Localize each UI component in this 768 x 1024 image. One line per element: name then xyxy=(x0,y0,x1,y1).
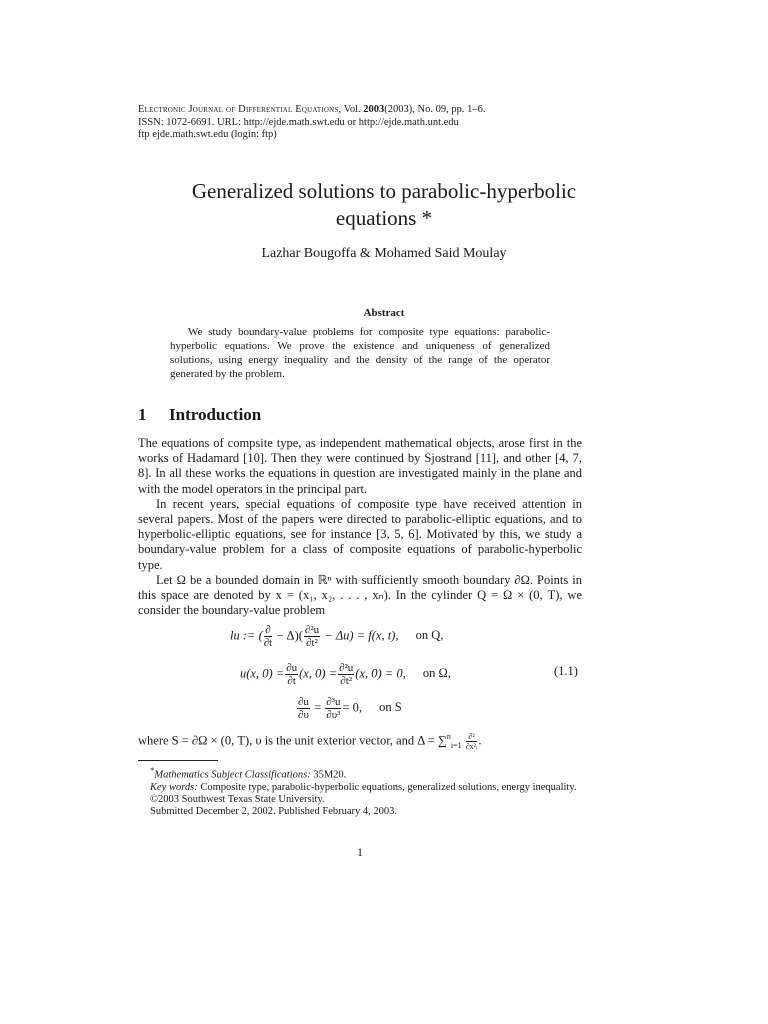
paragraph: In recent years, special equations of composite type have received attention in several papers. Most of the papers were directed to parabolic-elliptic equations, and to hyperbolic-elliptic equations, see for instance [3, 5, 6]. Motivated by this, we study a boundary-value problem for a class of composite equations of parabolic-hyperbolic type. xyxy=(138,496,582,572)
journal-line-2: ISSN: 1072-6691. URL: http://ejde.math.swt.edu or http://ejde.math.unt.edu xyxy=(138,116,459,128)
paragraph: Let Ω be a bounded domain in ℝⁿ with sufficiently smooth boundary ∂Ω. Points in this space are denoted by x = (x₁, x₂, . . . , xₙ). In the cylinder Q = Ω × (0, T), we consider the boundary-value problem xyxy=(138,572,582,618)
footnote-keywords: Key words: Composite type, parabolic-hyperbolic equations, generalized solutions, energy inequality. xyxy=(150,781,577,793)
equation-line-3: $\frac{\partial u}{\partial\upsilon}$ = $\frac{\text{∂³u}}{\text{∂υ³}}$ = 0, on S xyxy=(298,696,402,721)
body-text xyxy=(138,436,582,618)
equation-number: (1.1) xyxy=(554,664,578,678)
abstract-text: We study boundary-value problems for composite type equations: parabolic-hyperbolic equations. We prove the existence and uniqueness of generalized solutions, using energy inequality and the density of the range of the operator generated by the problem. xyxy=(170,326,550,380)
abstract-heading: Abstract xyxy=(363,307,405,319)
section-number: 1 xyxy=(138,405,147,424)
footnote-submitted: Submitted December 2, 2002. Published February 4, 2003. xyxy=(150,806,398,818)
paper-title: Generalized solutions to parabolic-hyperbolic equations * xyxy=(191,179,577,230)
where-line: where S = ∂Ω × (0, T), υ is the unit exterior vector, and Δ = ∑$^n_{i=1}$ $\frac{\text{∂²}}{\text{∂x²ᵢ}}$ . xyxy=(138,732,482,751)
authors: Lazhar Bougoffa & Mohamed Said Moulay xyxy=(261,246,507,261)
section-heading xyxy=(138,405,261,425)
equation-line-1: lu := ( $\frac{\partial}{\partial t}$ − Δ)( $\frac{\text{∂²u}}{\text{∂t²}}$ − Δu) = f(x, t), on Q, xyxy=(230,624,444,649)
volume: 2003 xyxy=(363,104,385,115)
journal-line-3: ftp ejde.math.swt.edu (login: ftp) xyxy=(138,129,277,140)
footnote-copyright: ©2003 Southwest Texas State University. xyxy=(150,794,325,806)
journal-header xyxy=(138,104,638,142)
section-title: Introduction xyxy=(169,405,262,424)
page-number: 1 xyxy=(357,845,363,859)
journal-name: Electronic Journal of Differential Equations xyxy=(138,104,339,115)
paragraph: The equations of compsite type, as independent mathematical objects, arose first in the works of Hadamard [10]. Then they were continued by Sjostrand [11], and other [4, 7, 8]. In all these works the equations in question are investigated mainly in the plane and with the model operators in the principal part. xyxy=(138,436,582,496)
journal-line-1: Electronic Journal of Differential Equations, Vol. 2003(2003), No. 09, pp. 1–6. xyxy=(138,104,486,115)
footnote-msc: *Mathematics Subject Classifications: 35M20. xyxy=(150,765,347,781)
footnotes xyxy=(138,764,582,819)
footnote-rule xyxy=(138,760,218,761)
equation-line-2: u(x, 0) = $\frac{\partial u}{\partial t}$ (x, 0) = $\frac{\text{∂²u}}{\text{∂t²}}$ (x, 0) = 0, on Ω, xyxy=(240,662,451,687)
